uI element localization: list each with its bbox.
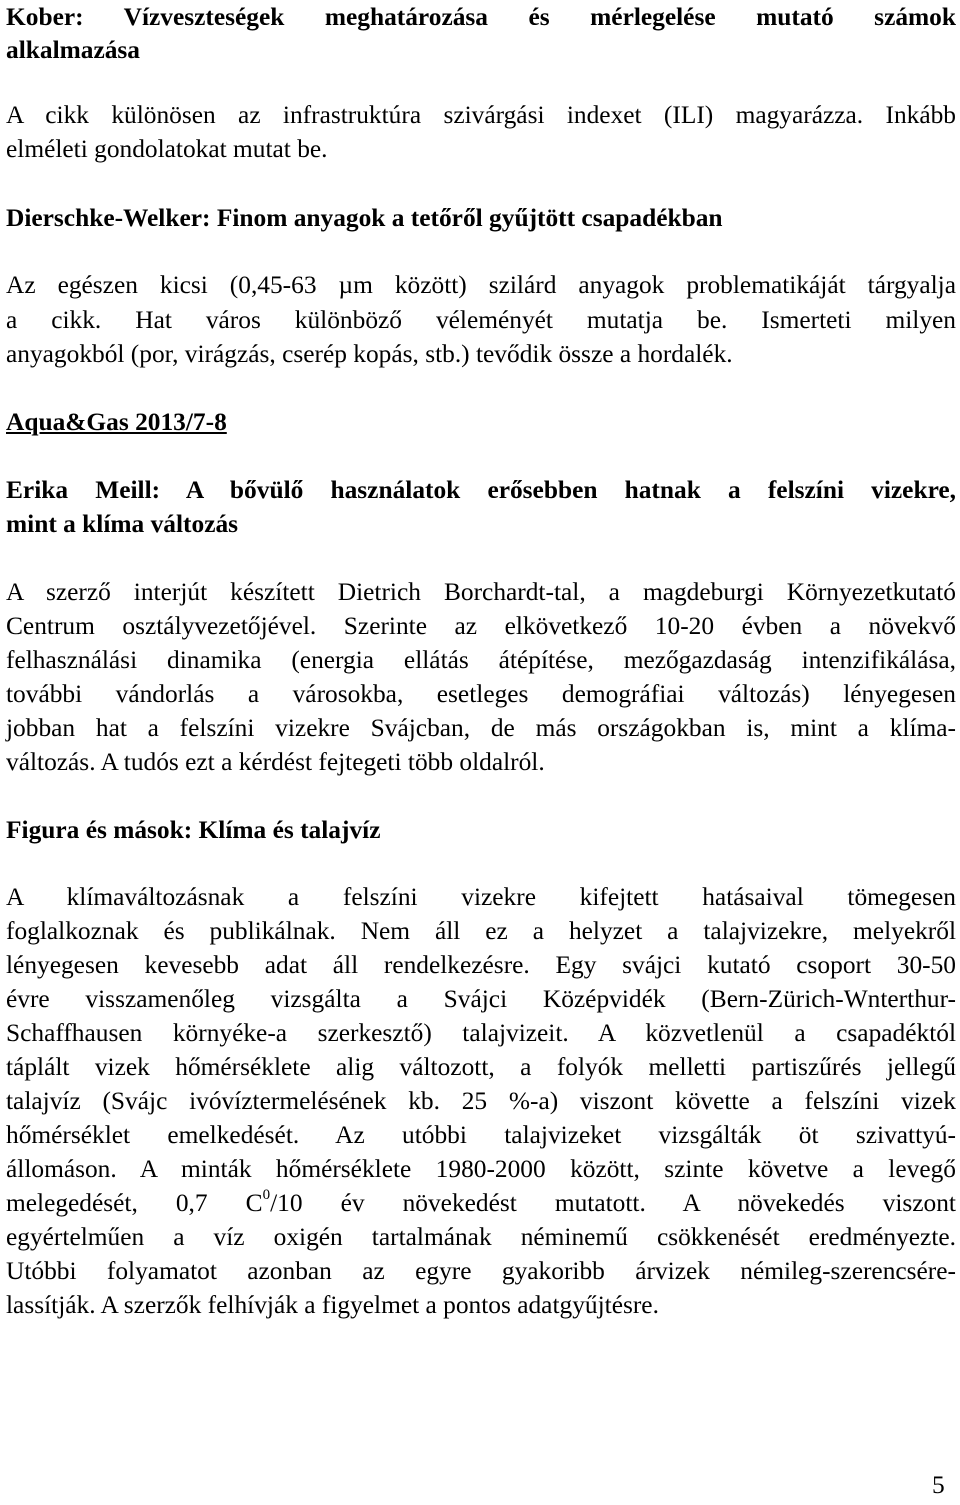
paragraph-line: felhasználási dinamika (energia ellátás átépítése, mezőgazdaság intenzifikálása, bbox=[6, 646, 956, 674]
paragraph-line: foglalkoznak és publikálnak. Nem áll ez a helyzet a talajvizekre, melyekről bbox=[6, 917, 956, 945]
article-heading-kober-line1: Kober: Vízveszteségek meghatározása és mérlegelése mutató számok bbox=[6, 3, 956, 31]
paragraph-line: anyagokból (por, virágzás, cserép kopás, stb.) tevődik össze a hordalék. bbox=[6, 340, 733, 368]
article-heading-kober-line2: alkalmazása bbox=[6, 36, 141, 64]
paragraph-line: jobban hat a felszíni vizekre Svájcban, de más országokban is, mint a klíma- bbox=[6, 714, 956, 742]
article-heading-meill-line1: Erika Meill: A bővülő használatok erősebben hatnak a felszíni vizekre, bbox=[6, 476, 956, 504]
paragraph-line: hőmérséklet emelkedését. Az utóbbi talajvizeket vizsgálták öt szivattyú- bbox=[6, 1121, 956, 1149]
paragraph-line: Az egészen kicsi (0,45-63 µm között) szilárd anyagok problematikáját tárgyalja bbox=[6, 271, 956, 299]
temperature-text-a: melegedését, 0,7 C bbox=[6, 1189, 263, 1217]
paragraph-line: változás. A tudós ezt a kérdést fejtegeti több oldalról. bbox=[6, 748, 545, 776]
paragraph-line: egyértelműen a víz oxigén tartalmának néminemű csökkenését eredményezte. bbox=[6, 1223, 956, 1251]
article-heading-dierschke: Dierschke-Welker: Finom anyagok a tetőről gyűjtött csapadékban bbox=[6, 204, 723, 232]
degree-superscript: 0 bbox=[262, 1187, 271, 1203]
paragraph-line: A cikk különösen az infrastruktúra szivárgási indexet (ILI) magyarázza. Inkább bbox=[6, 101, 956, 129]
paragraph-line-temperature bbox=[6, 1186, 956, 1220]
paragraph-line: Centrum osztályvezetőjével. Szerinte az elkövetkező 10-20 évben a növekvő bbox=[6, 612, 956, 640]
paragraph-line: állomáson. A minták hőmérséklete 1980-2000 között, szinte követve a levegő bbox=[6, 1155, 956, 1183]
page-number: 5 bbox=[932, 1471, 945, 1499]
paragraph-line: további vándorlás a városokba, esetleges demográfiai változás) lényegesen bbox=[6, 680, 956, 708]
paragraph-line: A szerző interjút készített Dietrich Borchardt-tal, a magdeburgi Környezetkutató bbox=[6, 578, 956, 606]
article-heading-figura: Figura és mások: Klíma és talajvíz bbox=[6, 816, 381, 844]
paragraph-line: A klímaváltozásnak a felszíni vizekre kifejtett hatásaival tömegesen bbox=[6, 883, 956, 911]
article-heading-meill-line2: mint a klíma változás bbox=[6, 510, 239, 538]
paragraph-line: évre visszamenőleg vizsgálta a Svájci Középvidék (Bern-Zürich-Wnterthur- bbox=[6, 985, 956, 1013]
paragraph-line: elméleti gondolatokat mutat be. bbox=[6, 135, 328, 163]
journal-heading: Aqua&Gas 2013/7-8 bbox=[6, 408, 227, 436]
paragraph-line: lassítják. A szerzők felhívják a figyelmet a pontos adatgyűjtésre. bbox=[6, 1291, 659, 1319]
paragraph-line: lényegesen kevesebb adat áll rendelkezésre. Egy svájci kutató csoport 30-50 bbox=[6, 951, 956, 979]
paragraph-line: a cikk. Hat város különböző véleményét mutatja be. Ismerteti milyen bbox=[6, 306, 956, 334]
temperature-text-b: /10 év növekedést mutatott. A növekedés viszont bbox=[270, 1189, 956, 1217]
paragraph-line: táplált vizek hőmérséklete alig változott, a folyók melletti partiszűrés jellegű bbox=[6, 1053, 956, 1081]
paragraph-line: Utóbbi folyamatot azonban az egyre gyakoribb árvizek némileg-szerencsére- bbox=[6, 1257, 956, 1285]
paragraph-line: Schaffhausen környéke-a szerkesztő) talajvizeit. A közvetlenül a csapadéktól bbox=[6, 1019, 956, 1047]
paragraph-line: talajvíz (Svájc ivóvíztermelésének kb. 25 %-a) viszont követte a felszíni vizek bbox=[6, 1087, 956, 1115]
